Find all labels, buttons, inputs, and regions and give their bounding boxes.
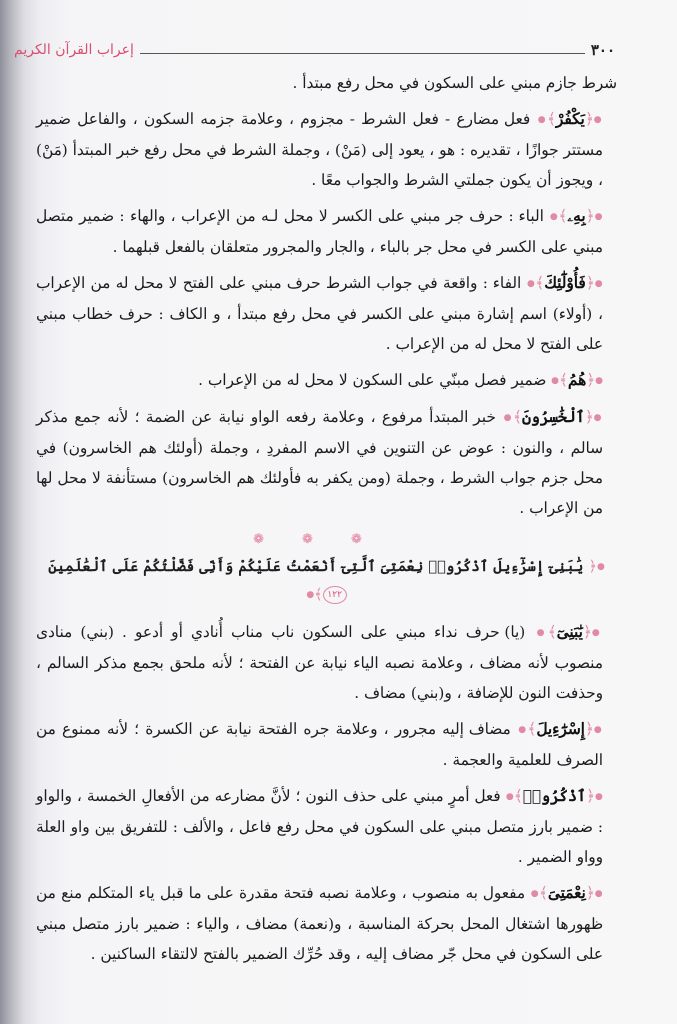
page-content [36,68,617,975]
bracket-close: ﴾ [314,587,323,603]
book-title: إعراب القرآن الكريم [14,42,134,58]
flower-ornament-icon: ❁ [302,532,351,547]
quranic-term: ●﴿يَٰبَنِىٓ﴾● [533,623,603,641]
bracket-close: ﴾ [558,207,568,225]
analysis-entry [36,878,617,969]
analysis-entry [36,781,617,872]
bracket-open: ﴿ [588,559,597,575]
bracket-open: ﴿ [585,884,595,902]
ornament-dot-icon: ● [530,889,539,899]
bracket-open: ﴿ [582,623,592,641]
bracket-close: ﴾ [558,371,568,389]
ornament-dot-icon: ● [526,279,536,289]
bracket-close: ﴾ [512,408,522,426]
bracket-close: ﴾ [538,884,548,902]
paragraph-text: مفعول به منصوب ، وعلامة نصبه فتحة مقدرة على ما قبل ياء المتكلم منع من ظهورها اشتغال المحل بحركة المناسبة ، و(نعمة) مضاف ، والياء : ضمير بارز متصل مبني على السكون في محل جّر مضاف إليه ، وقد حُرِّك الضمير بالفتح لالتقاء الساكنين . [36,884,603,963]
ornament-dot-icon: ● [536,115,547,125]
bracket-open: ﴿ [584,110,594,128]
page-header [14,38,615,62]
header-rule [140,53,585,54]
quranic-term: ●﴿هُمُ﴾● [551,371,603,389]
bracket-open: ﴿ [584,408,594,426]
ornament-dot-icon: ● [596,562,605,572]
ornament-dot-icon: ● [502,413,513,423]
ornament-dot-icon: ● [306,590,315,600]
bracket-open: ﴿ [586,371,596,389]
ornament-dot-icon: ● [533,628,548,638]
ornament-dot-icon: ● [593,725,604,735]
bracket-open: ﴿ [585,274,595,292]
quranic-term: ●﴿يَكْفُرْ﴾● [536,110,603,128]
quranic-term: ●﴿فَأُوْلَٰٓئِكَ﴾● [526,274,603,292]
bracket-open: ﴿ [586,787,595,805]
quranic-term: ●﴿نِعْمَتِىَ﴾● [530,884,603,902]
paragraph-continuation [36,68,617,98]
flower-ornament-icon: ❁ [350,532,400,547]
bracket-close: ﴾ [513,787,523,805]
bracket-close: ﴾ [546,110,556,128]
quranic-term: ●﴿إِسْرَٰٓءِيلَ﴾● [516,720,604,738]
bracket-close: ﴾ [527,720,537,738]
ornament-dot-icon: ● [505,792,514,802]
paragraph-text: فعل مضارع - فعل الشرط - مجزوم ، وعلامة جزمه السكون ، والفاعل ضمير مستتر جوازًا ، تقديره : هو ، يعود إلى (مَنْ) ، وجملة الشرط في محل رفع خبر المبتدأ (مَنْ) ، ويجوز أن يكون جملتي الشرط والجواب معًا . [36,110,603,189]
ornament-dot-icon: ● [594,212,603,222]
bracket-open: ﴿ [585,207,595,225]
ornament-dot-icon: ● [516,725,528,735]
analysis-entry [36,402,617,523]
quran-verse [36,553,617,609]
ornament-dot-icon: ● [594,792,603,802]
paragraph-text: شرط جازم مبني على السكون في محل رفع مبتدأ . [292,74,617,92]
analysis-entry [36,365,617,396]
analysis-entry [36,268,617,359]
ornament-dot-icon: ● [594,889,603,899]
bracket-close: ﴾ [535,274,545,292]
analysis-entry [36,617,617,708]
paragraph-text: (يا) حرف نداء مبني على السكون ناب مناب أُنادي أو أدعو . (بني) منادى منصوب لأنه مضاف ، وعلامة نصبه الياء نيابة عن الفتحة ؛ لأنه ملحق بجمع مذكر السالم ، وحذفت النون للإضافة ، و(بني) مضاف . [36,623,603,702]
analysis-entry [36,201,617,262]
ornament-dot-icon: ● [593,115,603,125]
quranic-term: ●﴿ٱذْكُرُوا۟﴾● [505,787,603,805]
analysis-entry [36,104,617,195]
ornament-dot-icon: ● [591,628,603,638]
ornament-dot-icon: ● [549,212,559,222]
ornament-dot-icon: ● [551,376,559,386]
paragraph-text: ضمير فصل مبنّي على السكون لا محل له من الإعراب . [198,371,547,389]
paragraph-text: الفاء : واقعة في جواب الشرط حرف مبني على الفتح لا محل له من الإعراب ، (أولاء) اسم إشارة مبني على الكسر في محل رفع مبتدأ ، و الكاف : حرف خطاب مبني على الفتح لا محل له من الإعراب . [36,274,603,353]
bracket-close: ﴾ [547,623,557,641]
paragraph-text: الباء : حرف جر مبني على الكسر لا محل لـه من الإعراب ، والهاء : ضمير متصل مبني على الكسر في محل جر بالباء ، والجار والمجرور متعلقان بالفعل قبلهما . [36,207,603,256]
verse-number-badge: ١٢٢ [323,586,347,604]
flower-ornament-icon: ❁ [253,532,303,547]
paragraph-text: فعل أمرٍ مبني على حذف النون ؛ لأنَّ مضارعه من الأفعالِ الخمسة ، والواو : ضمير بارز متصل مبني على السكون في محل رفع فاعل ، والألف : للتفريق بين واو العلة وواو الضمير . [36,787,603,866]
quranic-term: ●﴿بِهِۦ﴾● [549,207,603,225]
quranic-term: ●﴿ٱلْخَٰسِرُونَ﴾● [502,408,603,426]
paragraph-text: خبر المبتدأ مرفوع ، وعلامة رفعه الواو نيابة عن الضمة ؛ لأنه جمع مذكر سالم ، والنون : عوض عن التنوين في الاسم المفردِ ، وجملة (أولئك هم الخاسرون) في محل جزم جواب الشرط ، وجملة (ومن يكفر به فأولئك هم الخاسرون) مستأنفة لا محل لها من الإعراب . [36,408,603,517]
ornament-dot-icon: ● [594,279,603,289]
analysis-entry [36,714,617,775]
bracket-open: ﴿ [584,720,594,738]
ornament-dot-icon: ● [593,413,603,423]
ornament-dot-icon: ● [595,376,603,386]
verse-text: يَٰبَنِىٓ إِسْرَٰٓءِيلَ ٱذْكُرُوا۟ نِعْمَتِىَ ٱلَّتِىٓ أَنْعَمْتُ عَلَيْكُمْ وَأَنِّى فَضَّلْتُكُمْ عَلَى ٱلْعَٰلَمِينَ [48,558,584,575]
page-number: ٣٠٠ [590,41,615,59]
paragraph-text: مضاف إليه مجرور ، وعلامة جره الفتحة نيابة عن الكسرة ؛ لأنه ممنوع من الصرف للعلمية والعجمة . [36,720,603,769]
section-separator [36,529,617,551]
